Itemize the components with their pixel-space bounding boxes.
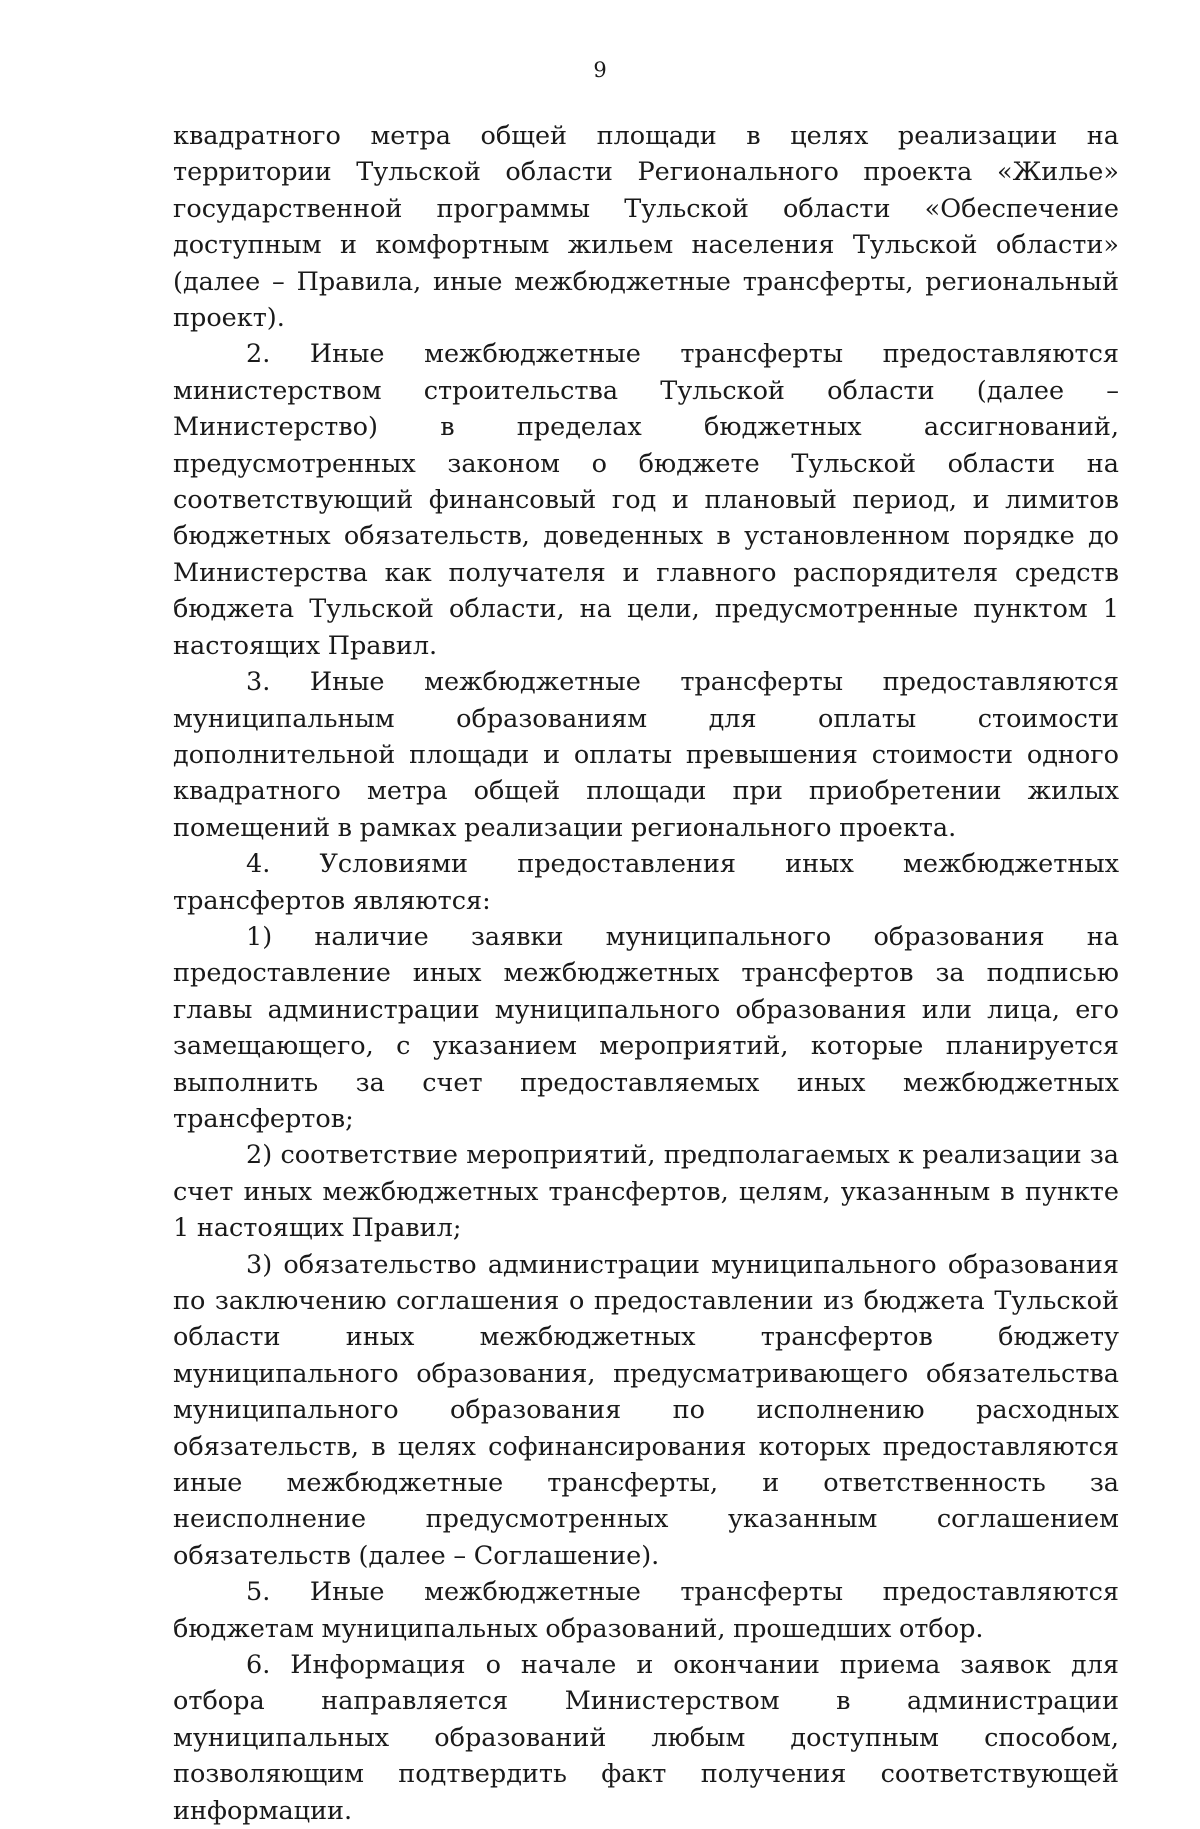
document-body — [173, 118, 1119, 1829]
paragraph-clause-4: 4. Условиями предоставления иных межбюджетных трансфертов являются: — [173, 849, 1119, 916]
paragraph-subclause-2: 2) соответствие мероприятий, предполагаемых к реализации за счет иных межбюджетных трансфертов, целям, указанным в пункте 1 настоящих Правил; — [173, 1140, 1119, 1244]
paragraph-clause-5: 5. Иные межбюджетные трансферты предоставляются бюджетам муниципальных образований, прошедших отбор. — [173, 1577, 1119, 1644]
paragraph-clause-2: 2. Иные межбюджетные трансферты предоставляются министерством строительства Тульской области (далее – Министерство) в пределах бюджетных ассигнований, предусмотренных законом о бюджете Тульской области на соответствующий финансовый год и плановый период, и лимитов бюджетных обязательств, доведенных в установленном порядке до Министерства как получателя и главного распорядителя средств бюджета Тульской области, на цели, предусмотренные пунктом 1 настоящих Правил. — [173, 339, 1119, 661]
paragraph-clause-3: 3. Иные межбюджетные трансферты предоставляются муниципальным образованиям для оплаты стоимости дополнительной площади и оплаты превышения стоимости одного квадратного метра общей площади при приобретении жилых помещений в рамках реализации регионального проекта. — [173, 667, 1119, 843]
paragraph-subclause-3: 3) обязательство администрации муниципального образования по заключению соглашения о предоставлении из бюджета Тульской области иных межбюджетных трансфертов бюджету муниципального образования, предусматривающего обязательства муниципального образования по исполнению расходных обязательств, в целях софинансирования которых предоставляются иные межбюджетные трансферты, и ответственность за неисполнение предусмотренных указанным соглашением обязательств (далее – Соглашение). — [173, 1249, 1119, 1571]
paragraph-clause-6: 6. Информация о начале и окончании приема заявок для отбора направляется Министерством в администрации муниципальных образований любым доступным способом, позволяющим подтвердить факт получения соответствующей информации. — [173, 1650, 1119, 1826]
paragraph-continuation: квадратного метра общей площади в целях реализации на территории Тульской области Регионального проекта «Жилье» государственной программы Тульской области «Обеспечение доступным и комфортным жильем населения Тульской области» (далее – Правила, иные межбюджетные трансферты, региональный проект). — [173, 121, 1119, 334]
page-number: 9 — [593, 58, 607, 82]
paragraph-subclause-1: 1) наличие заявки муниципального образования на предоставление иных межбюджетных трансфертов за подписью главы администрации муниципального образования или лица, его замещающего, с указанием мероприятий, которые планируется выполнить за счет предоставляемых иных межбюджетных трансфертов; — [173, 921, 1119, 1134]
